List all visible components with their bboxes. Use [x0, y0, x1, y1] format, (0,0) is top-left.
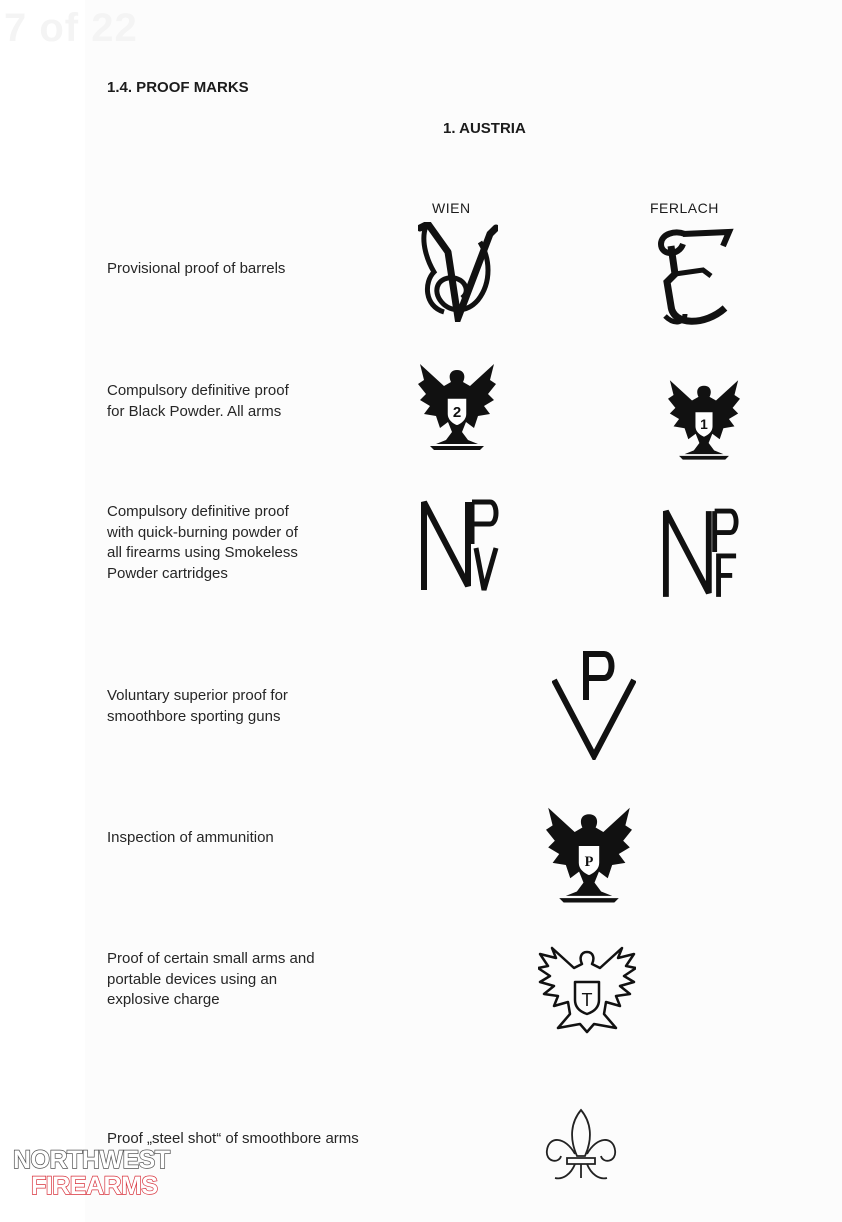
- row-description: Proof of certain small arms and portable devices using an explosive charge: [107, 950, 315, 1008]
- ferlach-eagle-1-mark: [668, 376, 740, 462]
- document-page: [85, 0, 842, 1222]
- page-indicator: 7 of 22: [4, 6, 138, 50]
- wien-provisional-proof-mark: [418, 222, 498, 322]
- row-description: Inspection of ammunition: [107, 829, 274, 846]
- row-description: Compulsory definitive proof for Black Powder. All arms: [107, 382, 289, 420]
- row-description: Voluntary superior proof for smoothbore sporting guns: [107, 687, 288, 725]
- svg-text:2: 2: [452, 404, 462, 421]
- explosive-charge-eagle-outline-mark: [538, 944, 636, 1036]
- svg-text:1: 1: [700, 416, 708, 433]
- steel-shot-fleur-de-lis-mark: [545, 1108, 617, 1186]
- svg-text:P: P: [584, 854, 594, 871]
- svg-text:T: T: [581, 990, 593, 1010]
- wien-eagle-2-mark: [418, 360, 496, 452]
- section-title: 1.4. PROOF MARKS: [107, 79, 249, 96]
- superior-proof-vp-mark: [552, 650, 636, 760]
- ammunition-inspection-eagle-mark: [546, 802, 632, 906]
- country-title: 1. AUSTRIA: [443, 120, 526, 137]
- wien-npv-mark: [420, 498, 500, 592]
- row-description: Compulsory definitive proof with quick-burning powder of all firearms using Smokeless Powder cartridges: [107, 503, 298, 582]
- ferlach-npf-mark: [662, 506, 740, 600]
- column-header-wien: WIEN: [432, 200, 471, 216]
- column-header-ferlach: FERLACH: [650, 200, 719, 216]
- northwest-firearms-logo: NORTHWEST FIREARMS: [13, 1146, 170, 1200]
- row-description: Provisional proof of barrels: [107, 260, 286, 277]
- row-description: Proof „steel shot“ of smoothbore arms: [107, 1130, 359, 1147]
- ferlach-provisional-proof-mark: [655, 226, 735, 330]
